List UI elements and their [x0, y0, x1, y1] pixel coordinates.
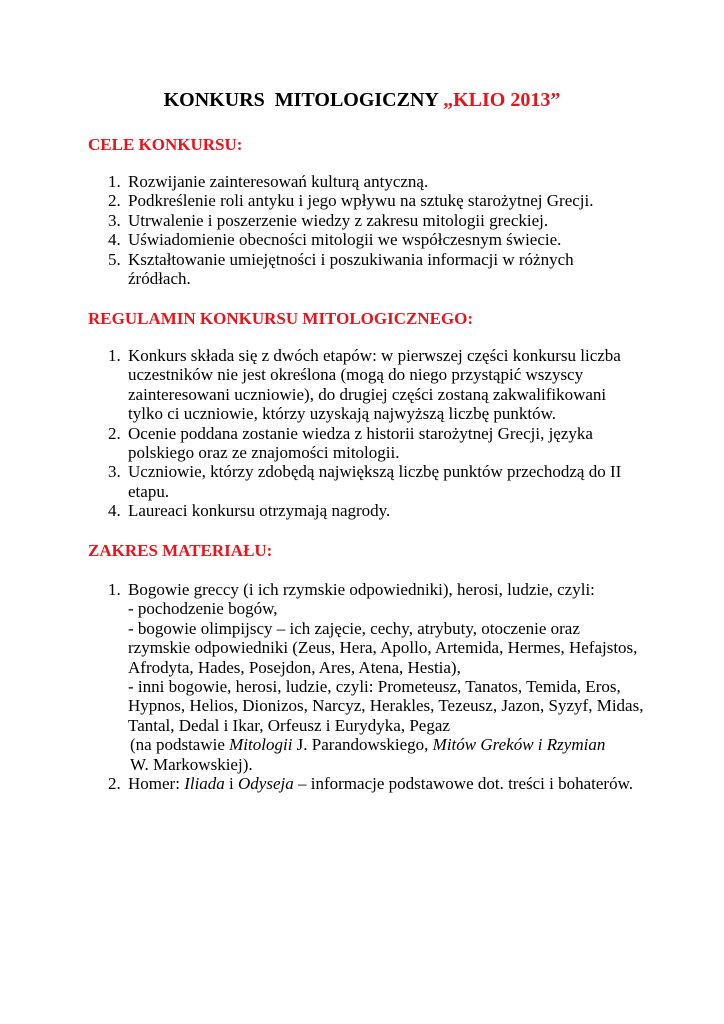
item-number: 1. [108, 346, 121, 365]
item-number: 2. [108, 191, 121, 211]
item-number: 4. [108, 230, 121, 250]
source-post: W. Markowskiej). [130, 754, 253, 774]
sub-line-origin: - pochodzenie bogów, [128, 599, 278, 619]
book-title: Odyseja [238, 774, 294, 794]
item-text: Rozwijanie zainteresowań kulturą antyczną. [128, 172, 429, 191]
list-item [88, 250, 648, 289]
list-item [88, 346, 643, 424]
regulamin-list [88, 346, 643, 521]
source-pre: (na podstawie [130, 735, 230, 755]
cele-list [88, 172, 648, 288]
list-item [88, 501, 643, 520]
list-item [88, 580, 653, 774]
source-note [128, 735, 653, 754]
item-number: 4. [108, 501, 121, 521]
item-number: 3. [108, 210, 121, 230]
item-number: 2. [108, 423, 121, 443]
list-item [88, 230, 648, 249]
list-item [88, 462, 643, 501]
section-heading-cele: CELE KONKURSU: [88, 135, 243, 154]
item-text: Uczniowie, którzy zdobędą największą liczbę punktów przechodzą do II etapu. [128, 462, 622, 501]
source-mid: J. Parandowskiego, [292, 735, 433, 755]
item-number: 1. [108, 172, 121, 191]
item-text: Podkreślenie roli antyku i jego wpływu na sztukę starożytnej Grecji. [128, 191, 594, 211]
item-text: Konkurs składa się z dwóch etapów: w pierwszej części konkursu liczba uczestników nie jest określona (mogą do niego przystąpić wszyscy zainteresowani uczniowie), do drugiej części zostaną zakwalifikowani tylko ci uczniowie, którzy uzyskają najwyższą liczbę punktów. [128, 346, 621, 424]
page-title [0, 86, 724, 114]
item-intro: Bogowie greccy (i ich rzymskie odpowiedniki), herosi, ludzie, czyli: [128, 580, 595, 599]
item2-pre: Homer: [128, 774, 185, 794]
book-title: Mitów Greków i Rzymian [432, 735, 606, 755]
item-text: Utrwalenie i poszerzenie wiedzy z zakresu mitologii greckiej. [128, 210, 549, 230]
zakres-list [88, 580, 653, 793]
item-number: 2. [108, 774, 121, 794]
book-title: Iliada [184, 774, 225, 794]
item-number: 5. [108, 249, 121, 269]
section-heading-zakres: ZAKRES MATERIAŁU: [88, 541, 273, 560]
sub-line-others: - inni bogowie, herosi, ludzie, czyli: Prometeusz, Tanatos, Temida, Eros, Hypnos, Helios, Dionizos, Narcyz, Herakles, Tezeusz, Jazon, Syzyf, Midas, Tantal, Dedal i Ikar, Orfeusz i Eurydyka, Pegaz [128, 677, 644, 735]
list-item [88, 191, 648, 210]
item2-post: – informacje podstawowe dot. treści i bohaterów. [293, 774, 634, 794]
section-heading-regulamin: REGULAMIN KONKURSU MITOLOGICZNEGO: [88, 309, 474, 328]
sub-line-olympians: - bogowie olimpijscy – ich zajęcie, cechy, atrybuty, otoczenie oraz rzymskie odpowiedniki (Zeus, Hera, Apollo, Artemida, Hermes, Hefajstos, Afrodyta, Hades, Posejdon, Ares, Atena, Hestia), [128, 618, 638, 677]
item2-mid: i [224, 774, 239, 794]
list-item [88, 172, 648, 191]
list-item [88, 424, 643, 463]
item-text: Uświadomienie obecności mitologii we współczesnym świecie. [128, 230, 562, 250]
item-number: 1. [108, 580, 121, 599]
item-number: 3. [108, 462, 121, 482]
title-prefix: KONKURS MITOLOGICZNY [163, 89, 444, 111]
item-text: Laureaci konkursu otrzymają nagrody. [128, 501, 391, 521]
item-text: Ocenie poddana zostanie wiedza z historii starożytnej Grecji, języka polskiego oraz ze znajomości mitologii. [128, 423, 593, 463]
book-title: Mitologii [229, 735, 293, 755]
list-item [88, 211, 648, 230]
list-item [88, 774, 653, 793]
title-highlight: „KLIO 2013” [443, 89, 561, 111]
item-text: Kształtowanie umiejętności i poszukiwania informacji w różnych źródłach. [128, 249, 574, 289]
